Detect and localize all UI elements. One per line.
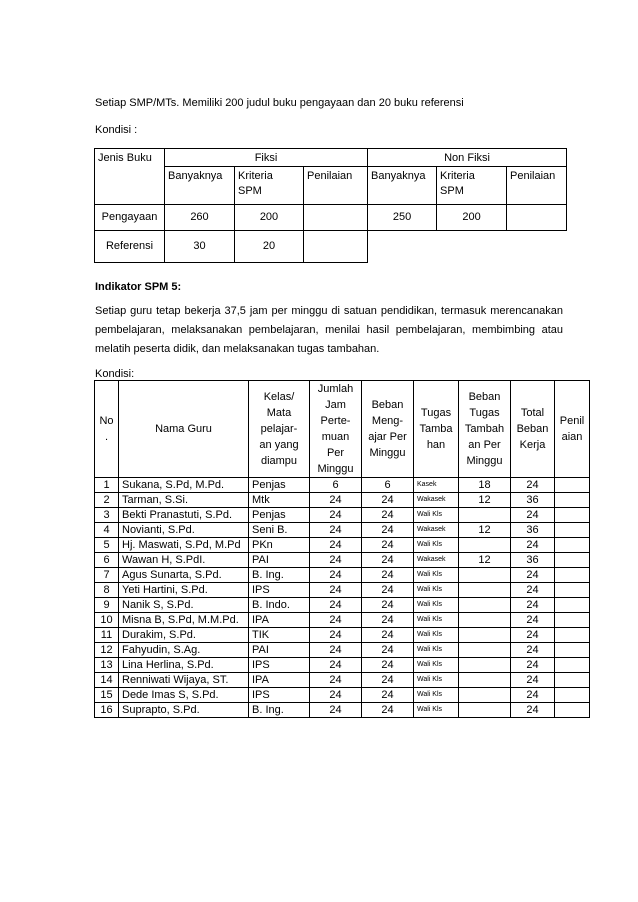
cell-nama: Dede Imas S, S.Pd.: [119, 688, 249, 703]
header-tugas-tambahan: Tugas Tamba han: [414, 381, 459, 478]
cell-jam: 24: [310, 628, 362, 643]
table-row: [95, 673, 590, 688]
cell-total: 24: [511, 583, 555, 598]
table-row: [95, 658, 590, 673]
cell-beban-tugas: 18: [459, 478, 511, 493]
cell-tugas: Wali Kls: [414, 538, 459, 553]
cell-beban-tugas: [459, 508, 511, 523]
cell-mapel: IPA: [249, 613, 310, 628]
cell-no: 15: [95, 688, 119, 703]
cell-value: 200: [235, 205, 304, 231]
cell-jam: 24: [310, 658, 362, 673]
header-jenis: Jenis Buku: [95, 149, 165, 205]
header-kriteria: Kriteria SPM: [235, 167, 304, 205]
cell-nama: Tarman, S.Si.: [119, 493, 249, 508]
cell-jam: 24: [310, 613, 362, 628]
cell-tugas: Wali Kls: [414, 583, 459, 598]
intro-text: Setiap SMP/MTs. Memiliki 200 judul buku pengayaan dan 20 buku referensi: [95, 97, 464, 109]
cell-no: 16: [95, 703, 119, 718]
cell-beban-tugas: [459, 688, 511, 703]
cell-beban-tugas: [459, 598, 511, 613]
cell-jam: 24: [310, 523, 362, 538]
cell-no: 6: [95, 553, 119, 568]
cell-nama: Agus Sunarta, S.Pd.: [119, 568, 249, 583]
table-header-row: [95, 381, 590, 478]
cell-mapel: Penjas: [249, 478, 310, 493]
cell-beban: 24: [362, 613, 414, 628]
cell-no: 1: [95, 478, 119, 493]
cell-tugas: Wali Kls: [414, 508, 459, 523]
header-jumlah-jam: Jumlah Jam Perte- muan Per Minggu: [310, 381, 362, 478]
header-nonfiksi: Non Fiksi: [368, 149, 567, 167]
cell-total: 24: [511, 703, 555, 718]
cell-nilai: [555, 703, 590, 718]
cell-beban-tugas: [459, 628, 511, 643]
cell-mapel: B. Ing.: [249, 703, 310, 718]
cell-beban: 24: [362, 493, 414, 508]
cell-beban-tugas: 12: [459, 523, 511, 538]
cell-no: 4: [95, 523, 119, 538]
cell-value: 30: [165, 231, 235, 263]
cell-mapel: IPA: [249, 673, 310, 688]
cell-mapel: IPS: [249, 658, 310, 673]
header-beban-tugas: Beban Tugas Tambah an Per Minggu: [459, 381, 511, 478]
cell-jam: 24: [310, 553, 362, 568]
cell-total: 36: [511, 523, 555, 538]
cell-total: 24: [511, 508, 555, 523]
cell-nama: Novianti, S.Pd.: [119, 523, 249, 538]
cell-tugas: Wali Kls: [414, 673, 459, 688]
table-row: [95, 523, 590, 538]
cell-tugas: Kasek: [414, 478, 459, 493]
cell-beban: 24: [362, 703, 414, 718]
cell-mapel: Mtk: [249, 493, 310, 508]
cell-beban: 24: [362, 508, 414, 523]
cell-mapel: B. Ing.: [249, 568, 310, 583]
indikator-heading: Indikator SPM 5:: [95, 281, 182, 293]
cell-beban-tugas: [459, 583, 511, 598]
cell-total: 24: [511, 478, 555, 493]
cell-tugas: Wakasek: [414, 493, 459, 508]
cell-beban-tugas: [459, 658, 511, 673]
cell-jenis: Pengayaan: [95, 205, 165, 231]
cell-nama: Fahyudin, S.Ag.: [119, 643, 249, 658]
cell-tugas: Wali Kls: [414, 628, 459, 643]
cell-total: 24: [511, 628, 555, 643]
cell-total: 24: [511, 568, 555, 583]
cell-beban-tugas: [459, 613, 511, 628]
cell-mapel: PAI: [249, 643, 310, 658]
cell-mapel: Penjas: [249, 508, 310, 523]
table-row: [95, 643, 590, 658]
table-row: [95, 493, 590, 508]
table-row: [95, 688, 590, 703]
cell-beban: 24: [362, 598, 414, 613]
cell-nilai: [555, 493, 590, 508]
header-nama: Nama Guru: [119, 381, 249, 478]
table-row: [95, 231, 567, 263]
cell-jam: 24: [310, 583, 362, 598]
cell-nama: Yeti Hartini, S.Pd.: [119, 583, 249, 598]
header-banyaknya: Banyaknya: [165, 167, 235, 205]
cell-total: 36: [511, 553, 555, 568]
cell-jam: 6: [310, 478, 362, 493]
table-row: [95, 628, 590, 643]
cell-jam: 24: [310, 508, 362, 523]
cell-beban: 24: [362, 553, 414, 568]
cell-nama: Durakim, S.Pd.: [119, 628, 249, 643]
cell-nilai: [555, 628, 590, 643]
cell-nama: Nanik S, S.Pd.: [119, 598, 249, 613]
cell-tugas: Wali Kls: [414, 568, 459, 583]
cell-total: 24: [511, 658, 555, 673]
cell-tugas: Wali Kls: [414, 643, 459, 658]
cell-tugas: Wali Kls: [414, 688, 459, 703]
cell-nilai: [555, 583, 590, 598]
cell-beban-tugas: 12: [459, 493, 511, 508]
cell-beban: 24: [362, 628, 414, 643]
table-row: [95, 538, 590, 553]
table-row: [95, 205, 567, 231]
table-row: [95, 553, 590, 568]
table-row: [95, 598, 590, 613]
cell-jam: 24: [310, 493, 362, 508]
cell-nilai: [555, 598, 590, 613]
cell-total: 24: [511, 613, 555, 628]
cell-nilai: [555, 643, 590, 658]
cell-nama: Bekti Pranastuti, S.Pd.: [119, 508, 249, 523]
cell-no: 3: [95, 508, 119, 523]
cell-nilai: [555, 688, 590, 703]
indikator-paragraph: Setiap guru tetap bekerja 37,5 jam per minggu di satuan pendidikan, termasuk merencanakan pembelajaran, melaksanakan pembelajaran, menilai hasil pembelajaran, membimbing atau melatih peserta didik, dan melaksanakan tugas tambahan.: [95, 305, 563, 355]
empty-cell: [368, 231, 567, 263]
cell-mapel: IPS: [249, 583, 310, 598]
cell-beban-tugas: [459, 568, 511, 583]
cell-tugas: Wali Kls: [414, 703, 459, 718]
cell-nilai: [555, 478, 590, 493]
cell-mapel: TIK: [249, 628, 310, 643]
header-banyaknya: Banyaknya: [368, 167, 437, 205]
cell-jam: 24: [310, 538, 362, 553]
cell-total: 24: [511, 688, 555, 703]
cell-beban-tugas: [459, 703, 511, 718]
cell-mapel: PAI: [249, 553, 310, 568]
teacher-table: [94, 380, 590, 718]
cell-nilai: [555, 538, 590, 553]
cell-no: 9: [95, 598, 119, 613]
cell-no: 14: [95, 673, 119, 688]
cell-total: 24: [511, 673, 555, 688]
cell-no: 11: [95, 628, 119, 643]
cell-beban: 24: [362, 583, 414, 598]
cell-jenis: Referensi: [95, 231, 165, 263]
cell-tugas: Wakasek: [414, 553, 459, 568]
cell-beban-tugas: [459, 643, 511, 658]
cell-beban: 6: [362, 478, 414, 493]
cell-no: 2: [95, 493, 119, 508]
header-no: No .: [95, 381, 119, 478]
cell-total: 24: [511, 538, 555, 553]
kondisi-label: Kondisi:: [95, 368, 135, 380]
cell-tugas: Wali Kls: [414, 658, 459, 673]
cell-value: [304, 205, 368, 231]
cell-nilai: [555, 553, 590, 568]
cell-nama: Hj. Maswati, S.Pd, M.Pd: [119, 538, 249, 553]
cell-beban-tugas: [459, 538, 511, 553]
header-beban-mengajar: Beban Meng- ajar Per Minggu: [362, 381, 414, 478]
cell-nama: Renniwati Wijaya, ST.: [119, 673, 249, 688]
cell-total: 24: [511, 643, 555, 658]
cell-value: 260: [165, 205, 235, 231]
cell-jam: 24: [310, 673, 362, 688]
cell-no: 8: [95, 583, 119, 598]
cell-beban: 24: [362, 673, 414, 688]
cell-mapel: Seni B.: [249, 523, 310, 538]
cell-mapel: B. Indo.: [249, 598, 310, 613]
cell-total: 24: [511, 598, 555, 613]
cell-no: 5: [95, 538, 119, 553]
cell-value: [304, 231, 368, 263]
cell-beban-tugas: [459, 673, 511, 688]
cell-jam: 24: [310, 643, 362, 658]
cell-nama: Sukana, S.Pd, M.Pd.: [119, 478, 249, 493]
cell-nilai: [555, 508, 590, 523]
header-kriteria: Kriteria SPM: [437, 167, 507, 205]
header-penilaian: Penil aian: [555, 381, 590, 478]
header-fiksi: Fiksi: [165, 149, 368, 167]
cell-jam: 24: [310, 703, 362, 718]
cell-beban: 24: [362, 658, 414, 673]
cell-tugas: Wali Kls: [414, 598, 459, 613]
table-row: [95, 703, 590, 718]
kondisi-label: Kondisi :: [95, 124, 138, 136]
header-kelas: Kelas/ Mata pelajar- an yang diampu: [249, 381, 310, 478]
cell-value: 20: [235, 231, 304, 263]
cell-mapel: IPS: [249, 688, 310, 703]
cell-nilai: [555, 658, 590, 673]
cell-nilai: [555, 613, 590, 628]
cell-no: 12: [95, 643, 119, 658]
cell-beban: 24: [362, 643, 414, 658]
cell-no: 7: [95, 568, 119, 583]
cell-nama: Lina Herlina, S.Pd.: [119, 658, 249, 673]
cell-no: 10: [95, 613, 119, 628]
table-row: [95, 508, 590, 523]
cell-beban: 24: [362, 688, 414, 703]
cell-beban: 24: [362, 568, 414, 583]
cell-tugas: Wakasek: [414, 523, 459, 538]
cell-total: 36: [511, 493, 555, 508]
cell-jam: 24: [310, 598, 362, 613]
cell-tugas: Wali Kls: [414, 613, 459, 628]
cell-value: 250: [368, 205, 437, 231]
cell-jam: 24: [310, 568, 362, 583]
header-penilaian: Penilaian: [304, 167, 368, 205]
table-row: [95, 583, 590, 598]
cell-beban: 24: [362, 538, 414, 553]
cell-nilai: [555, 673, 590, 688]
cell-nilai: [555, 568, 590, 583]
table-row: [95, 478, 590, 493]
cell-nama: Wawan H, S.PdI.: [119, 553, 249, 568]
cell-beban: 24: [362, 523, 414, 538]
cell-nilai: [555, 523, 590, 538]
cell-jam: 24: [310, 688, 362, 703]
book-table: [94, 148, 567, 263]
cell-beban-tugas: 12: [459, 553, 511, 568]
cell-nama: Suprapto, S.Pd.: [119, 703, 249, 718]
cell-value: 200: [437, 205, 507, 231]
table-body: [95, 478, 590, 718]
cell-value: [507, 205, 567, 231]
cell-mapel: PKn: [249, 538, 310, 553]
cell-nama: Misna B, S.Pd, M.M.Pd.: [119, 613, 249, 628]
table-row: [95, 568, 590, 583]
cell-no: 13: [95, 658, 119, 673]
header-penilaian: Penilaian: [507, 167, 567, 205]
header-total: Total Beban Kerja: [511, 381, 555, 478]
table-row: [95, 613, 590, 628]
